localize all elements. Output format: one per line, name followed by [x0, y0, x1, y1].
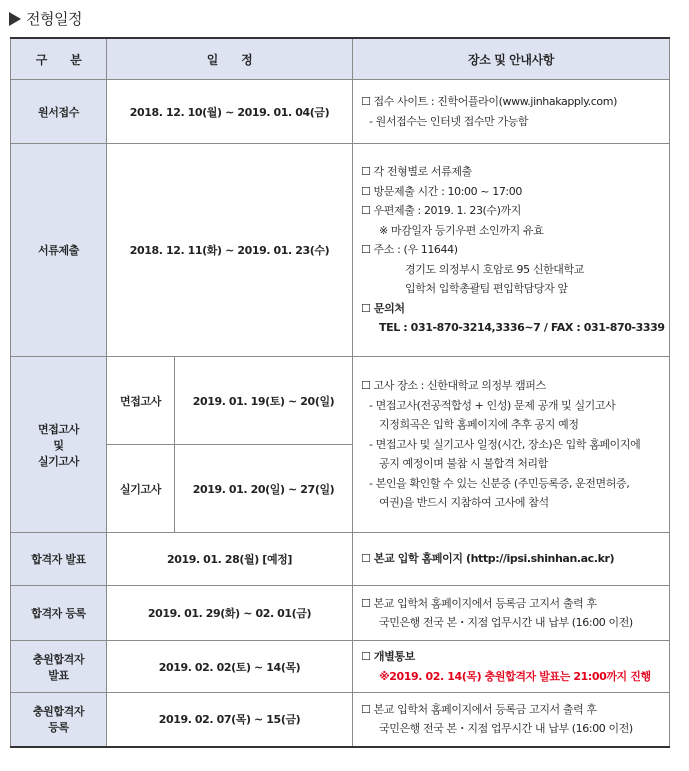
info-line: ☐ 주소 : (우 11644)	[361, 243, 458, 257]
info-line: 공지 예정이며 불참 시 불합격 처리함	[379, 457, 548, 471]
highlight-notice: ※2019. 02. 14(목) 충원합격자 발표는 21:00까지 진행	[379, 669, 651, 683]
sub-category: 면접고사	[107, 357, 175, 445]
row-date: 2019. 02. 02(토) ~ 14(목)	[107, 641, 353, 693]
row-category: 원서접수	[11, 80, 107, 144]
row-info	[353, 357, 670, 533]
info-line: ☐ 우편제출 : 2019. 1. 23(수)까지	[361, 204, 521, 218]
table-row	[11, 144, 670, 357]
info-line: ☐ 고사 장소 : 신한대학교 의정부 캠퍼스	[361, 379, 546, 393]
info-line: ☐ 본교 입학처 홈페이지에서 등록금 고지서 출력 후	[361, 702, 597, 716]
category-line: 면접고사	[38, 422, 79, 436]
info-line: ☐ 방문제출 시간 : 10:00 ~ 17:00	[361, 184, 522, 198]
row-date: 2019. 01. 28(월) [예정]	[107, 533, 353, 586]
row-info	[353, 693, 670, 747]
row-category	[11, 357, 107, 533]
info-line: 여권)을 반드시 지참하여 고사에 참석	[379, 496, 549, 510]
row-category: 합격자 발표	[11, 533, 107, 586]
info-line: ☐ 본교 입학처 홈페이지에서 등록금 고지서 출력 후	[361, 596, 597, 610]
row-category: 서류제출	[11, 144, 107, 357]
sub-date: 2019. 01. 19(토) ~ 20(일)	[175, 357, 353, 445]
row-info	[353, 144, 670, 357]
sub-date: 2019. 01. 20(일) ~ 27(일)	[175, 445, 353, 533]
row-info	[353, 641, 670, 693]
info-line: ☐ 접수 사이트 : 진학어플라이(www.jinhakapply.com)	[361, 95, 617, 108]
row-category	[11, 693, 107, 747]
info-line: ☐ 문의처	[361, 301, 405, 315]
info-line: - 본인을 확인할 수 있는 신분증 (주민등록증, 운전면허증,	[369, 476, 630, 490]
info-line: 입학처 입학총괄팀 편입학담당자 앞	[405, 282, 568, 296]
row-category: 합격자 등록	[11, 586, 107, 641]
category-line: 충원합격자	[32, 652, 85, 666]
triangle-bullet-icon	[9, 12, 21, 26]
section-title	[9, 8, 82, 29]
info-line: 국민은행 전국 본・지점 업무시간 내 납부 (16:00 이전)	[379, 722, 633, 736]
info-line: ☐ 본교 입학 홈페이지 (http://ipsi.shinhan.ac.kr)	[361, 552, 615, 566]
table-row	[11, 586, 670, 641]
info-line: - 원서접수는 인터넷 접수만 가능함	[369, 114, 529, 128]
category-line: 등록	[48, 721, 69, 735]
row-info	[353, 586, 670, 641]
row-category	[11, 641, 107, 693]
row-info	[353, 80, 670, 144]
info-line: ☐ 개별통보	[361, 650, 415, 663]
category-line: 실기고사	[38, 454, 79, 468]
category-line: 발표	[48, 668, 69, 682]
info-line: TEL : 031-870-3214,3336~7 / FAX : 031-870-3339	[379, 321, 665, 335]
info-line: - 면접고사(전공적합성 + 인성) 문제 공개 및 실기고사	[369, 398, 616, 412]
table-row	[11, 80, 670, 144]
category-line: 충원합격자	[32, 705, 85, 719]
header-info: 장소 및 안내사항	[353, 38, 670, 80]
section-title-text: 전형일정	[26, 10, 82, 28]
row-date: 2018. 12. 10(월) ~ 2019. 01. 04(금)	[107, 80, 353, 144]
info-line: ※ 마감일자 등기우편 소인까지 유효	[379, 223, 544, 237]
info-line: 국민은행 전국 본・지점 업무시간 내 납부 (16:00 이전)	[379, 616, 633, 629]
table-row	[11, 533, 670, 586]
table-header-row	[11, 38, 670, 80]
row-info	[353, 533, 670, 586]
category-line: 및	[53, 438, 64, 452]
header-category: 구 분	[11, 38, 107, 80]
header-schedule: 일 정	[107, 38, 353, 80]
row-date: 2019. 01. 29(화) ~ 02. 01(금)	[107, 586, 353, 641]
row-date: 2018. 12. 11(화) ~ 2019. 01. 23(수)	[107, 144, 353, 357]
info-line: - 면접고사 및 실기고사 일정(시간, 장소)은 입학 홈페이지에	[369, 437, 641, 451]
sub-category: 실기고사	[107, 445, 175, 533]
info-line: ☐ 각 전형별로 서류제출	[361, 165, 472, 179]
table-row	[11, 693, 670, 747]
table-row	[11, 641, 670, 693]
info-line: 지정희곡은 입학 홈페이지에 추후 공지 예정	[379, 418, 579, 432]
info-line: 경기도 의정부시 호암로 95 신한대학교	[405, 262, 584, 276]
table-row	[11, 357, 670, 445]
schedule-table	[10, 37, 670, 748]
row-date: 2019. 02. 07(목) ~ 15(금)	[107, 693, 353, 747]
